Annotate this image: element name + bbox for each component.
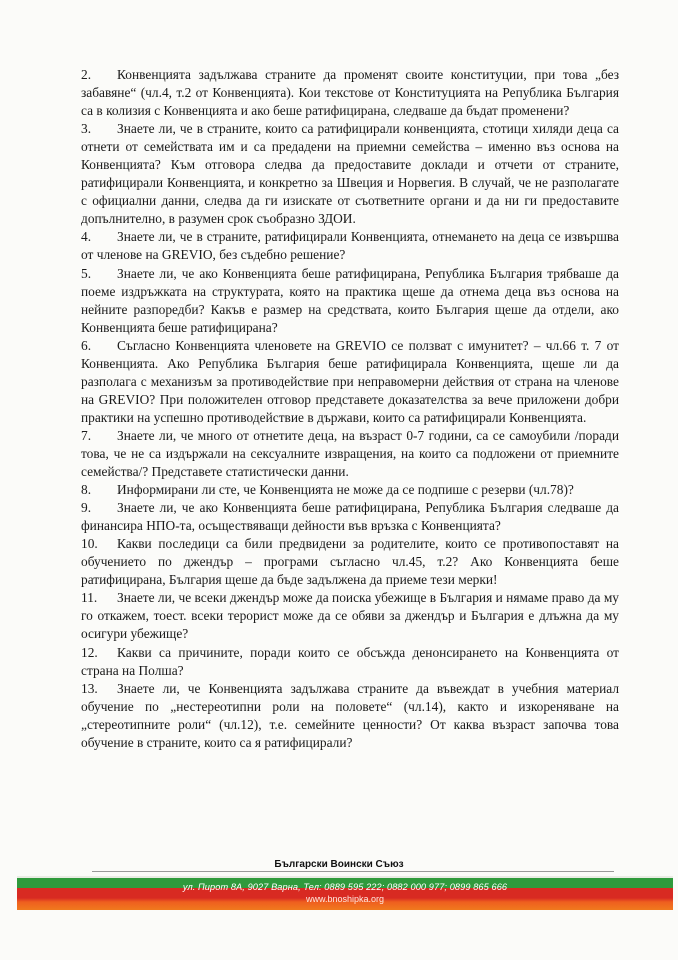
question-item bbox=[81, 644, 619, 680]
question-number: 5. bbox=[81, 265, 92, 281]
question-text: Знаете ли, че в страните, ратифицирали Конвенцията, отнемането на деца се извършва от членове на GREVIO, без съдебно решение? bbox=[81, 229, 619, 263]
question-text: Знаете ли, че ако Конвенцията беше ратифицирана, Република България трябваше да поеме издръжката на структурата, която на практика щеше да отнема деца въз основа на нейните разпоредби? Какъв е размер на средствата, които България щеше да отдели, ако Конвенцията беше ратифицирана? bbox=[81, 265, 619, 335]
question-text: Какви са причините, поради които се обсъжда денонсирането на Конвенцията от страна на Полша? bbox=[81, 644, 619, 678]
question-item bbox=[81, 66, 619, 120]
footer-divider bbox=[92, 871, 614, 872]
question-number: 11. bbox=[81, 590, 98, 606]
question-item bbox=[81, 499, 619, 535]
question-text: Знаете ли, че всеки джендър може да поиска убежище в България и нямаме право да му го откажем, тоест. всеки терорист може да се обяви за джендър и България е длъжна да му осигури убежище? bbox=[81, 590, 619, 642]
question-number: 8. bbox=[81, 482, 92, 498]
footer-tricolor-band bbox=[17, 876, 673, 910]
question-item bbox=[81, 535, 619, 589]
questions-list bbox=[81, 66, 619, 752]
question-text: Знаете ли, че в страните, които са ратифицирали конвенцията, стотици хиляди деца са отнети от семействата им и са предадени на приемни семейства – именно въз основа на Конвенцията? Към отговора следва да предоставите доклади и отчети от страните, ратифицирали Конвенцията, и конкретно за Швеция и Норвегия. В случай, че не разполагате с официални данни, следва да ги изискате от съответните органи и да ни ги предоставите допълнително, в разумен срок съобразно ЗДОИ. bbox=[81, 121, 619, 227]
question-item bbox=[81, 228, 619, 264]
question-text: Знаете ли, че Конвенцията задължава страните да въвеждат в учебния материал обучение по „нестереотипни роли на половете“ (чл.14), както и изкореняване на „стереотипните роли“ (чл.12), т.е. семейните ценности? От каква възраст започва това обучение в страните, които са я ратифицирали? bbox=[81, 680, 619, 750]
question-number: 3. bbox=[81, 121, 92, 137]
question-item bbox=[81, 120, 619, 228]
question-number: 6. bbox=[81, 337, 92, 353]
question-number: 4. bbox=[81, 229, 92, 245]
question-text: Конвенцията задължава страните да променят своите конституции, при това „без забавяне“ (чл.4, т.2 от Конвенцията). Кои текстове от Конституцията на Република България са в колизия с Конвенцията и ако беше ратифицирана, следваше да бъдат променени? bbox=[81, 67, 619, 119]
question-item bbox=[81, 481, 619, 499]
question-number: 7. bbox=[81, 427, 92, 443]
question-number: 9. bbox=[81, 500, 92, 516]
footer-website: www.bnoshipka.org bbox=[305, 894, 385, 904]
question-item bbox=[81, 589, 619, 643]
question-number: 2. bbox=[81, 67, 92, 82]
question-number: 13. bbox=[81, 680, 98, 696]
question-text: Информирани ли сте, че Конвенцията не може да се подпише с резерви (чл.78)? bbox=[117, 482, 574, 498]
footer-contacts: ул. Пирот 8А, 9027 Варна, Тел: 0889 595 222; 0882 000 977; 0899 865 666 bbox=[182, 882, 508, 892]
question-text: Съгласно Конвенцията членовете на GREVIO се ползват с имунитет? – чл.66 т. 7 от Конвенцията. Ако Република България беше ратифицирала Конвенцията, щеше ли да разполага с механизъм за противодействие при неправомерни действия от страна на членове на GREVIO? При положителен отговор представете доказателства за вече приложени добри практики на успешно противодействие в държави, които са ратифицирали Конвенцията. bbox=[81, 337, 619, 425]
question-text: Знаете ли, че много от отнетите деца, на възраст 0-7 години, са се самоубили /поради това, че не са издържали на сексуалните извращения, на които са подложени от приемните семейства/? Представете статистически данни. bbox=[81, 427, 619, 480]
question-text: Какви последици са били предвидени за родителите, които се противопоставят на обучението по джендър – програми съгласно чл.45, т.2? Ако Конвенцията беше ратифицирана, България щеше да бъде задължена да приеме тези мерки! bbox=[81, 536, 619, 588]
question-text: Знаете ли, че ако Конвенцията беше ратифицирана, Република България следваше да финансира НПО-та, осъществяващи дейности във връзка с Конвенцията? bbox=[81, 500, 619, 534]
question-item bbox=[81, 680, 619, 752]
question-item bbox=[81, 265, 619, 337]
question-number: 10. bbox=[81, 536, 98, 552]
question-item bbox=[81, 427, 619, 481]
question-number: 12. bbox=[81, 644, 98, 660]
question-item bbox=[81, 337, 619, 427]
footer-organization: Български Воински Съюз bbox=[274, 859, 404, 870]
